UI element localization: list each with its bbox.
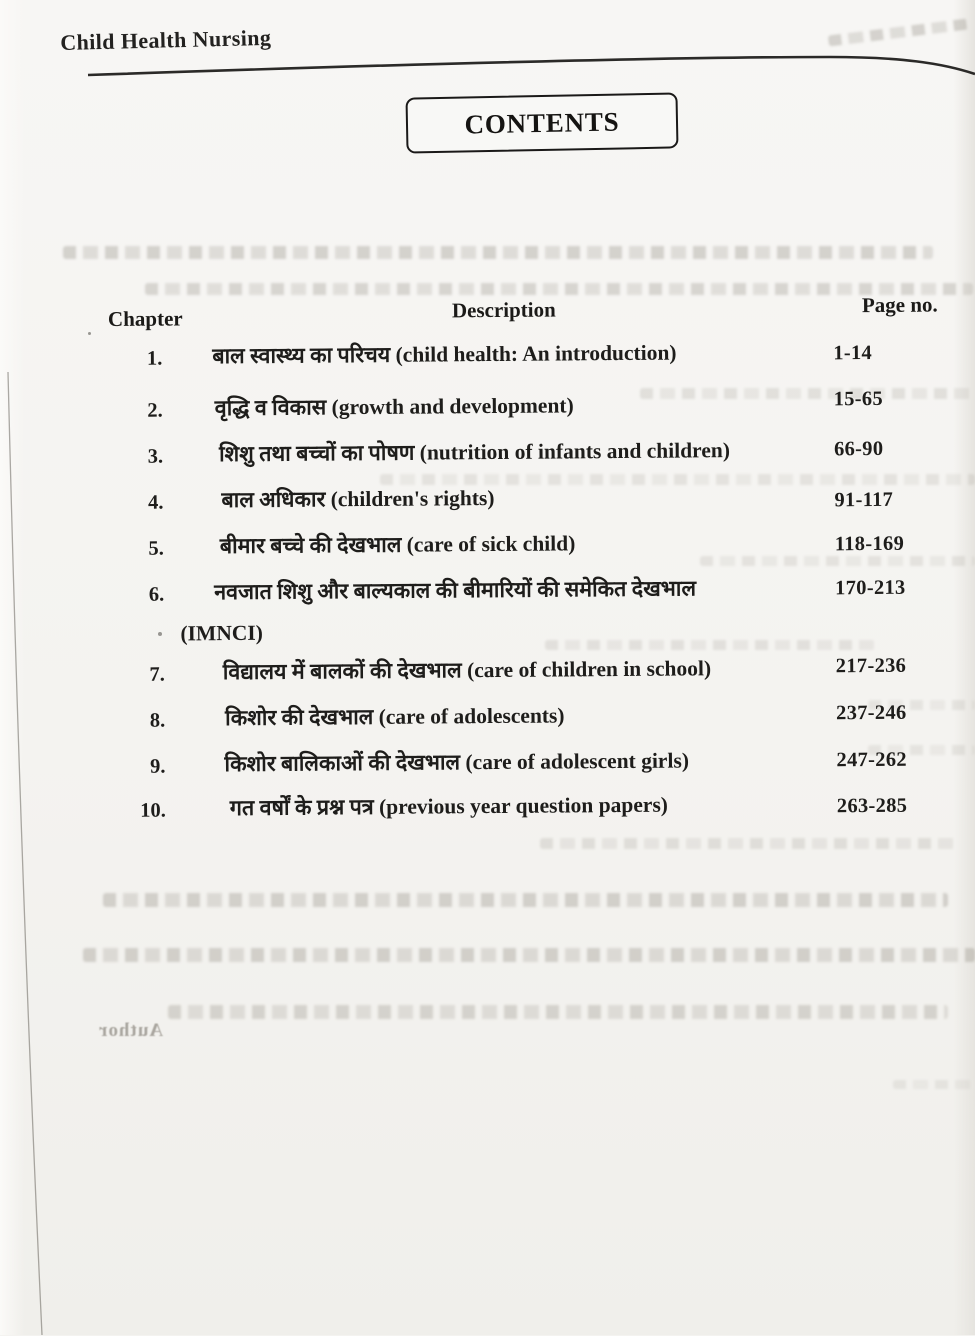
chapter-page-range: 263-285	[836, 794, 908, 818]
chapter-page-range: 237-246	[836, 701, 907, 725]
toc-row	[2, 576, 975, 646]
toc-row	[0, 341, 975, 395]
chapter-number: 4.	[147, 491, 164, 514]
chapter-number: 8.	[149, 709, 166, 732]
column-header-description: Description	[451, 297, 556, 323]
chapter-page-range: 247-262	[836, 748, 908, 772]
bleedthrough-author-text: Author	[98, 1020, 164, 1041]
chapter-description: बाल स्वास्थ्य का परिचय (child health: An introduction)	[212, 340, 677, 369]
chapter-description: नवजात शिशु और बाल्यकाल की बीमारियों की समेकित देखभाल (IMNCI)	[214, 574, 831, 647]
chapter-number: 1.	[146, 347, 163, 370]
chapter-description: किशोर बालिकाओं की देखभाल (care of adolescent girls)	[224, 748, 690, 777]
chapter-description: शिशु तथा बच्चों का पोषण (nutrition of infants and children)	[218, 438, 731, 467]
chapter-number: 3.	[147, 445, 164, 468]
chapter-number: 6.	[148, 583, 165, 606]
chapter-number: 10.	[140, 799, 166, 822]
column-header-chapter: Chapter	[107, 306, 183, 332]
chapter-page-range: 118-169	[834, 532, 905, 556]
chapter-number: 7.	[149, 663, 165, 686]
chapter-page-range: 217-236	[835, 654, 907, 678]
column-header-page-no: Page no.	[861, 292, 938, 318]
chapter-description: वृद्धि व विकास (growth and development)	[214, 393, 574, 421]
chapter-number: 2.	[147, 399, 163, 422]
chapter-description: गत वर्षों के प्रश्न पत्र (previous year question papers)	[229, 792, 669, 821]
chapter-description-line2: (IMNCI)	[180, 620, 263, 646]
chapter-description: बीमार बच्चे की देखभाल (care of sick child)	[219, 531, 576, 559]
chapter-page-range: 1-14	[833, 342, 873, 365]
chapter-description: विद्यालय में बालकों की देखभाल (care of children in school)	[222, 656, 712, 685]
chapter-number: 5.	[148, 537, 164, 560]
chapter-description: किशोर की देखभाल (care of adolescents)	[225, 703, 565, 731]
chapter-number: 9.	[150, 755, 166, 778]
chapter-page-range: 170-213	[835, 576, 906, 600]
running-head-book-title: Child Health Nursing	[60, 24, 272, 55]
chapter-page-range: 15-65	[833, 387, 884, 411]
chapter-description: बाल अधिकार (children's rights)	[221, 485, 495, 513]
toc-row	[4, 793, 975, 847]
chapter-page-range: 91-117	[834, 488, 894, 512]
chapter-page-range: 66-90	[833, 437, 884, 461]
contents-title: CONTENTS	[464, 106, 620, 139]
